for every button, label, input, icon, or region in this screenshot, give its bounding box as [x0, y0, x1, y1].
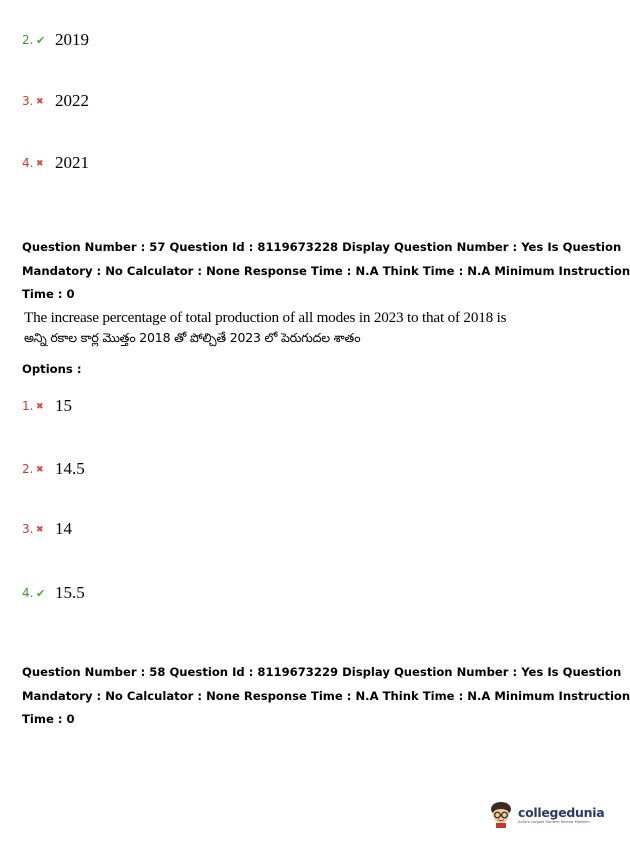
option-number: 2. — [22, 462, 34, 476]
option-number: 3. — [22, 94, 34, 108]
option-value: 14.5 — [55, 459, 85, 478]
option-number: 2. — [22, 33, 34, 47]
option-value: 15 — [55, 396, 72, 415]
option-row — [22, 516, 72, 542]
option-value: 2021 — [55, 153, 89, 172]
mascot-icon — [488, 800, 514, 828]
check-icon: ✔ — [36, 587, 46, 600]
options-label: Options : — [22, 362, 82, 376]
meta-line: Question Number : 58 Question Id : 8119673229 Display Question Number : Yes Is Question — [22, 665, 622, 679]
cross-icon: ✖ — [36, 95, 44, 106]
meta-line: Mandatory : No Calculator : None Response Time : N.A Think Time : N.A Minimum Instruction — [22, 688, 630, 703]
option-number: 3. — [22, 522, 34, 536]
option-number: 1. — [22, 399, 34, 413]
meta-line: Time : 0 — [22, 712, 75, 726]
question-meta — [22, 236, 630, 307]
option-number: 4. — [22, 586, 34, 600]
question-text-telugu: అన్ని రకాల కార్ల మొత్తం 2018 తో పోల్చితే 2023 లో పెరుగుదల శాతం — [24, 330, 361, 345]
question-meta — [22, 661, 630, 732]
logo-text — [518, 805, 604, 824]
meta-line: Mandatory : No Calculator : None Response Time : N.A Think Time : N.A Minimum Instruction — [22, 263, 630, 278]
option-row — [22, 580, 85, 606]
option-value: 2022 — [55, 91, 89, 110]
option-row — [22, 27, 89, 53]
collegedunia-logo — [488, 800, 604, 828]
cross-icon: ✖ — [36, 400, 44, 411]
meta-line: Question Number : 57 Question Id : 8119673228 Display Question Number : Yes Is Question — [22, 240, 622, 254]
meta-line: Time : 0 — [22, 287, 75, 301]
option-row — [22, 150, 89, 176]
cross-icon: ✖ — [36, 523, 44, 534]
option-row — [22, 456, 85, 482]
check-icon: ✔ — [36, 34, 46, 47]
option-row — [22, 393, 72, 419]
option-value: 2019 — [55, 30, 89, 49]
option-value: 14 — [55, 519, 72, 538]
question-text-english: The increase percentage of total production of all modes in 2023 to that of 2018 is — [24, 309, 507, 326]
cross-icon: ✖ — [36, 157, 44, 168]
logo-name: collegedunia — [518, 804, 605, 820]
option-number: 4. — [22, 156, 34, 170]
cross-icon: ✖ — [36, 463, 44, 474]
option-value: 15.5 — [55, 583, 85, 602]
option-row — [22, 88, 89, 114]
logo-tagline: India's Largest Student Review Platform — [518, 819, 590, 824]
